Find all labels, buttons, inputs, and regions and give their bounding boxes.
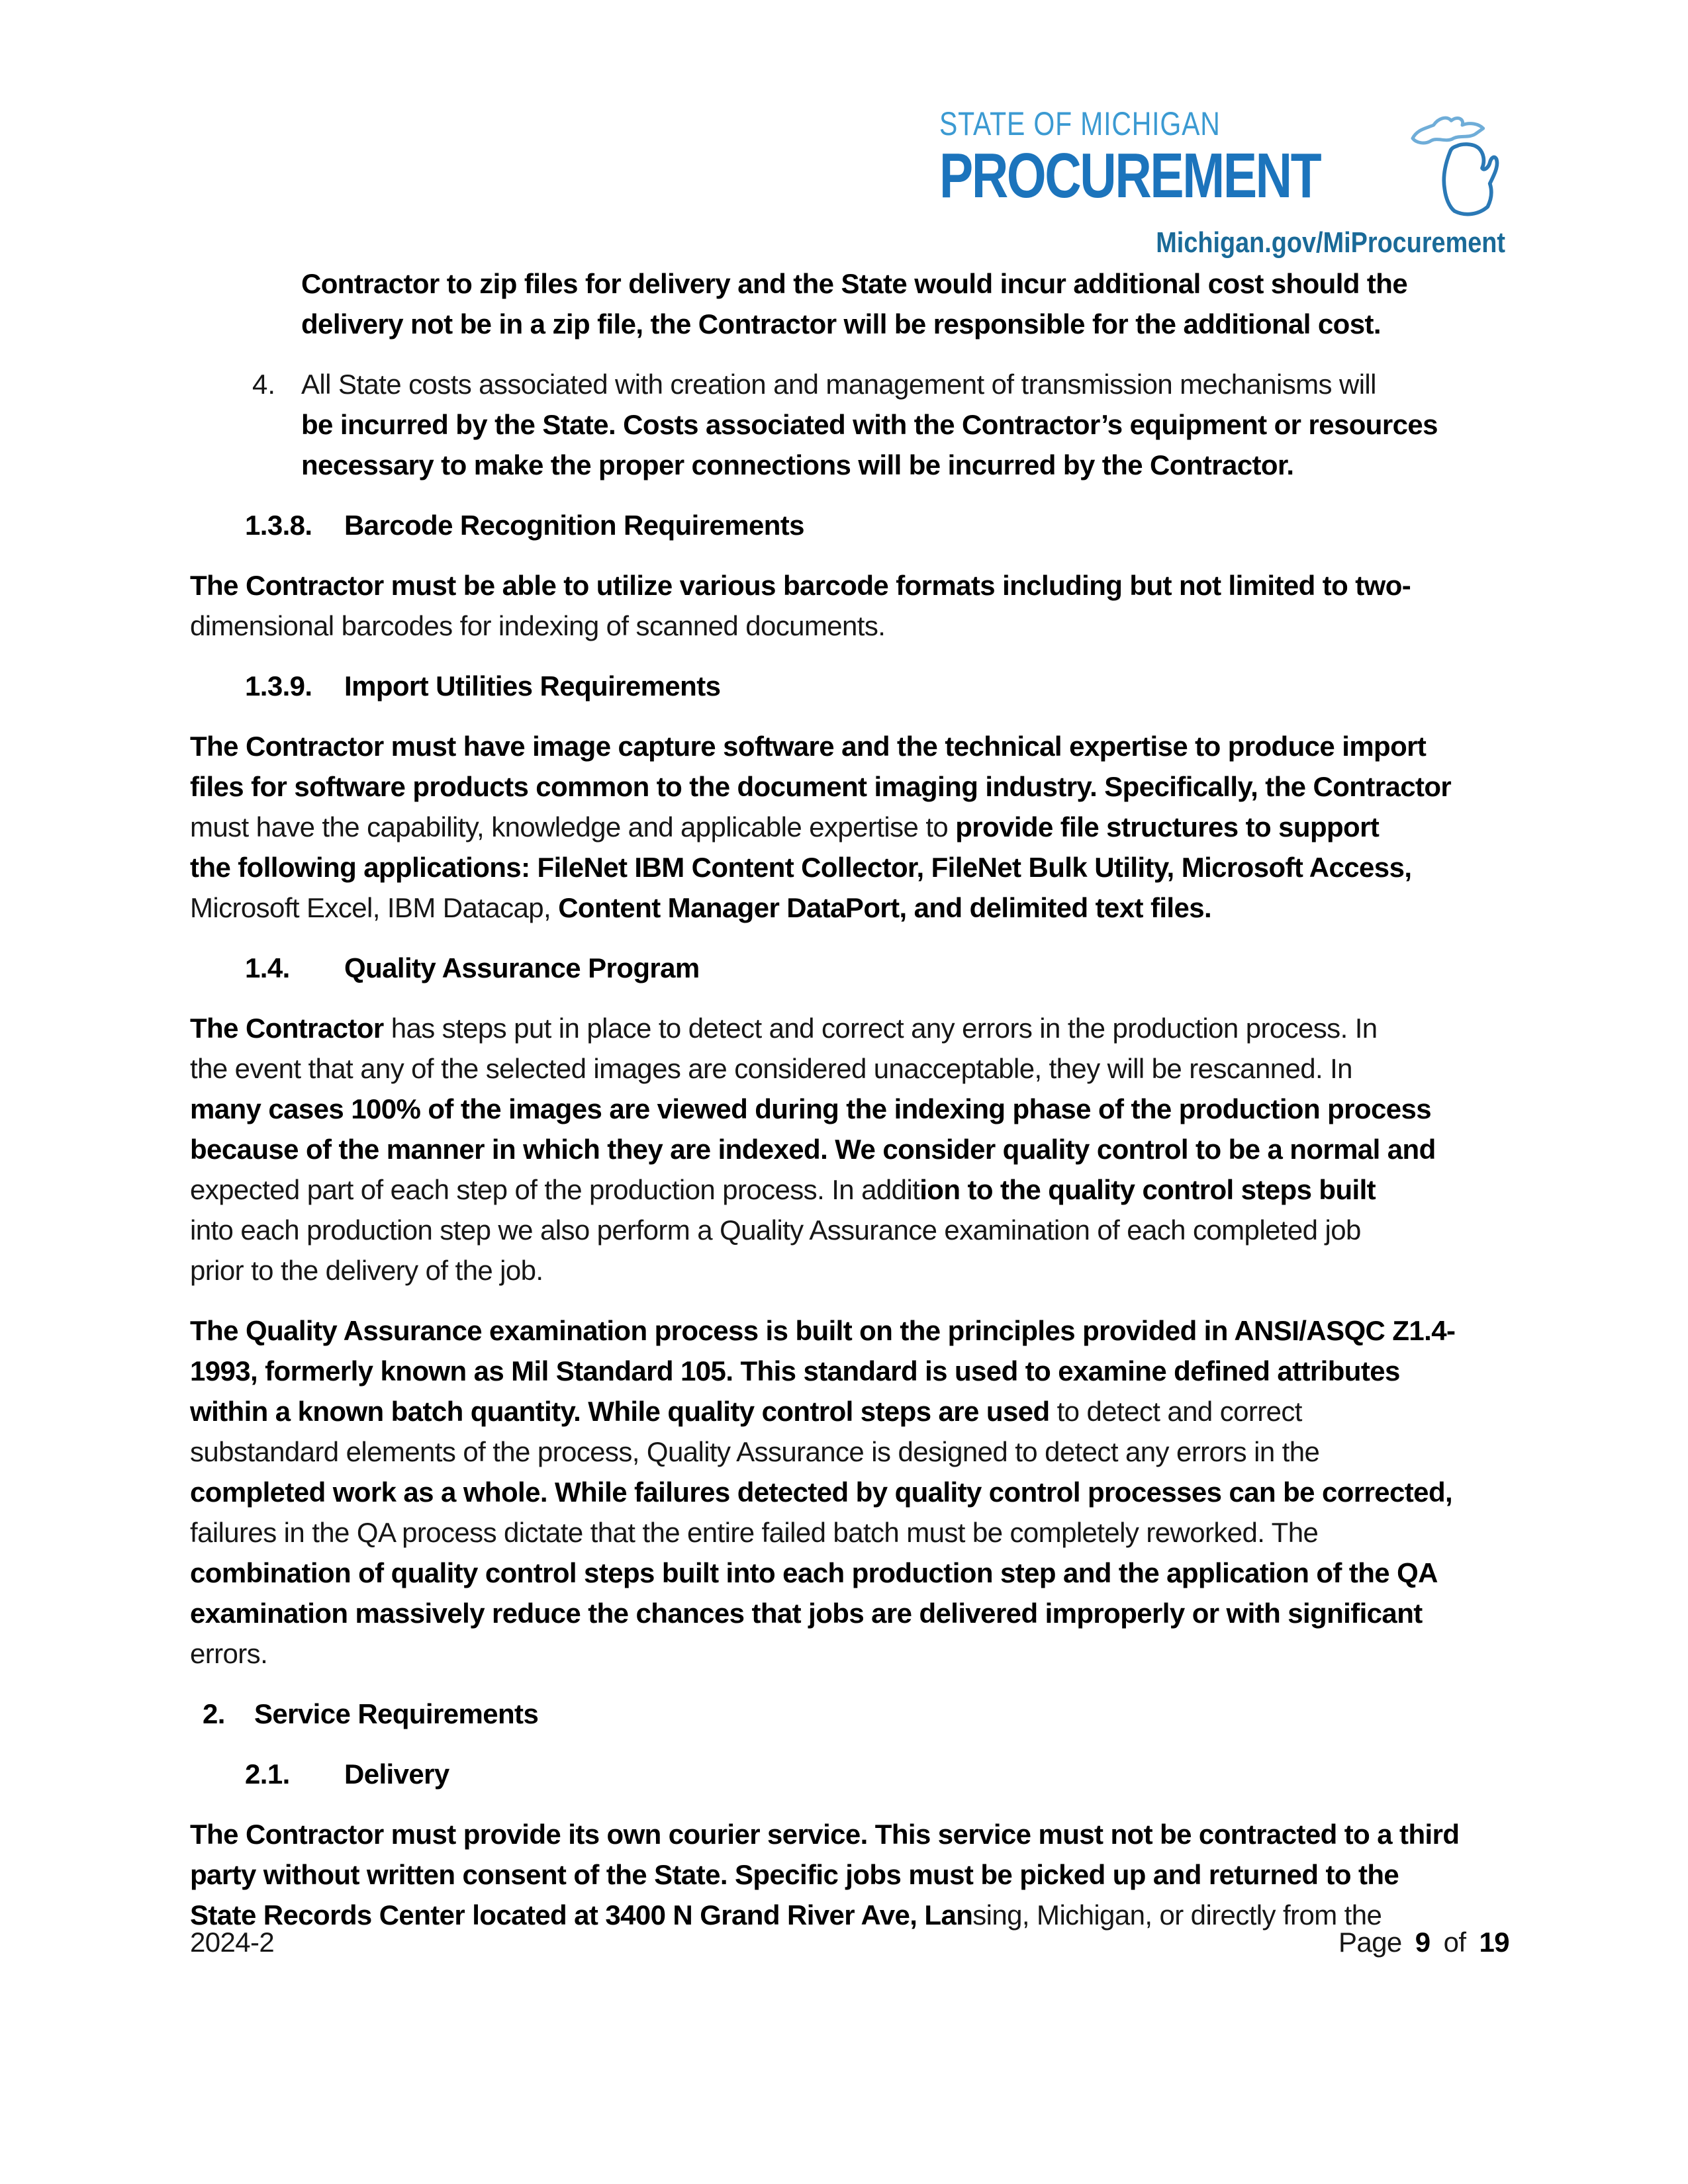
bold-text-run: party without written consent of the State. Specific jobs must be picked up and returned to the [190,1859,1399,1890]
bold-text-run: ion to the quality control steps built [919,1174,1376,1205]
text-line [301,404,1509,445]
bold-text-run: The Contractor must provide its own courier service. This service must not be contracted to a third [190,1819,1460,1850]
bold-text-run: provide file structures to support [955,811,1380,842]
paragraph [190,1310,1509,1674]
text-line [190,1432,1509,1472]
text-line [190,766,1509,807]
logo-state-of-michigan: STATE OF MICHIGAN [939,105,1221,142]
michigan-map-icon [1406,109,1505,221]
heading-number: 1.3.9. [245,670,312,702]
text-run: errors. [190,1638,268,1669]
bold-text-run: combination of quality control steps built into each production step and the application of the QA [190,1557,1438,1588]
page-total: 19 [1479,1927,1509,1958]
text-run: prior to the delivery of the job. [190,1255,543,1286]
text-run: sing, Michigan, or directly from the [972,1899,1382,1931]
bold-text-run: completed work as a whole. While failures detected by quality control processes can be corrected, [190,1477,1453,1508]
bold-text-run: files for software products common to the document imaging industry. Specifically, the Contractor [190,771,1452,802]
bold-text-run: The Contractor must have image capture software and the technical expertise to produce import [190,731,1427,762]
text-line [190,606,1509,646]
bold-text-run: The Quality Assurance examination process is built on the principles provided in ANSI/ASQC Z1.4- [190,1315,1456,1346]
bold-text-run: many cases 100% of the images are viewed during the indexing phase of the production process [190,1093,1431,1124]
text-line [190,1593,1509,1633]
logo-url: Michigan.gov/MiProcurement [1156,226,1505,259]
text-line [190,1814,1509,1854]
paragraph [190,565,1509,646]
bold-text-run: Contractor to zip files for delivery and the State would incur additional cost should the [301,268,1408,299]
text-line [301,445,1509,485]
text-line [190,1250,1509,1291]
text-line [190,1310,1509,1351]
section-heading [245,505,1509,545]
text-line [301,364,1509,404]
heading-number: 2. [203,1698,225,1729]
bold-text-run: 1993, formerly known as Mil Standard 105. This standard is used to examine defined attributes [190,1355,1400,1387]
bold-text-run: necessary to make the proper connections will be incurred by the Contractor. [301,449,1294,480]
page-indicator [1338,1922,1509,1962]
text-run: substandard elements of the process, Quality Assurance is designed to detect any errors in the [190,1436,1320,1467]
section-heading [245,666,1509,706]
text-line [190,565,1509,606]
text-line [190,1512,1509,1553]
text-line [190,1169,1509,1210]
page-number: 9 [1415,1927,1430,1958]
heading-title: Service Requirements [254,1698,539,1729]
paragraph [190,1814,1509,1935]
section-heading [245,948,1509,988]
text-run: expected part of each step of the production process. In addit [190,1174,920,1205]
logo-procurement: PROCUREMENT [939,140,1321,211]
text-line [190,1129,1509,1169]
text-line [190,1854,1509,1895]
text-run: has steps put in place to detect and correct any errors in the production process. In [391,1013,1378,1044]
text-line [190,847,1509,887]
text-line [190,1089,1509,1129]
paragraph [301,263,1509,344]
bold-text-run: within a known batch quantity. While quality control steps are used [190,1396,1050,1427]
bold-text-run: State Records Center located at 3400 N Grand River Ave, Lan [190,1899,973,1931]
text-line [190,1391,1509,1432]
text-line [190,1633,1509,1674]
bold-text-run: The Contractor must be able to utilize various barcode formats including but not limited to two- [190,570,1411,601]
of-label: of [1443,1927,1466,1958]
text-line [190,1008,1509,1048]
text-line [190,807,1509,847]
bold-text-run: be incurred by the State. Costs associated with the Contractor’s equipment or resources [301,409,1438,440]
page-footer [190,1922,1509,1962]
heading-title: Barcode Recognition Requirements [344,510,804,541]
text-run: failures in the QA process dictate that the entire failed batch must be completely reworked. The [190,1517,1319,1548]
text-line [190,1210,1509,1250]
text-run: Microsoft Excel, IBM Datacap, [190,892,559,923]
section-heading [203,1694,1509,1734]
page-label: Page [1338,1927,1402,1958]
bold-text-run: Content Manager DataPort, and delimited text files. [558,892,1212,923]
text-line [301,263,1509,304]
text-line [190,1351,1509,1391]
bold-text-run: delivery not be in a zip file, the Contractor will be responsible for the additional cost. [301,308,1381,340]
text-run: dimensional barcodes for indexing of scanned documents. [190,610,886,641]
bold-text-run: because of the manner in which they are indexed. We consider quality control to be a normal and [190,1134,1436,1165]
text-line [190,887,1509,928]
text-line [190,1472,1509,1512]
text-run: into each production step we also perform a Quality Assurance examination of each completed job [190,1214,1361,1246]
bold-text-run: the following applications: FileNet IBM Content Collector, FileNet Bulk Utility, Microsoft Access, [190,852,1412,883]
list-item [190,364,1509,485]
section-heading [245,1754,1509,1794]
document-number: 2024-2 [190,1927,275,1958]
text-line [190,1553,1509,1593]
text-run: must have the capability, knowledge and applicable expertise to [190,811,956,842]
heading-number: 1.3.8. [245,510,312,541]
heading-title: Quality Assurance Program [344,952,700,983]
bold-text-run: The Contractor [190,1013,391,1044]
text-line [301,304,1509,344]
heading-number: 1.4. [245,952,290,983]
heading-number: 2.1. [245,1758,290,1790]
text-run: the event that any of the selected images are considered unacceptable, they will be rescanned. In [190,1053,1352,1084]
text-line [190,1048,1509,1089]
list-marker: 4. [252,369,276,400]
bold-text-run: examination massively reduce the chances that jobs are delivered improperly or with significant [190,1598,1423,1629]
heading-title: Import Utilities Requirements [344,670,721,702]
text-run: All State costs associated with creation and management of transmission mechanisms will [301,369,1376,400]
procurement-logo [939,105,1505,259]
heading-title: Delivery [344,1758,449,1790]
paragraph [190,726,1509,928]
logo-text-block [939,105,1415,209]
paragraph [190,1008,1509,1291]
text-run: to detect and correct [1049,1396,1302,1427]
text-line [190,726,1509,766]
document-body [190,263,1509,1955]
